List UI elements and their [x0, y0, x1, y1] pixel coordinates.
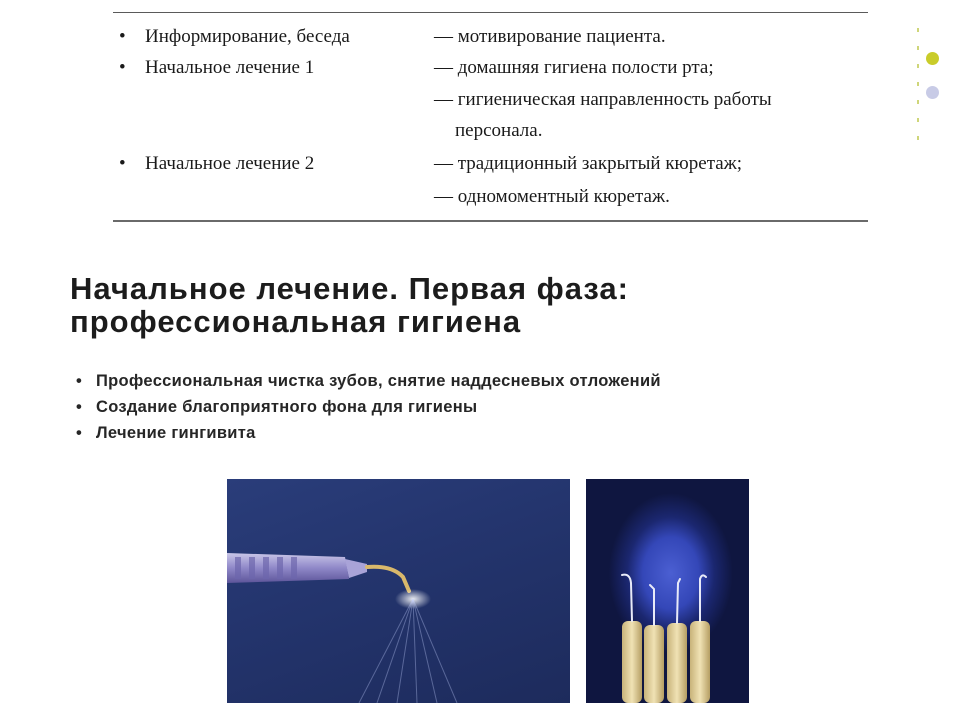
row-bullet: • — [119, 57, 126, 78]
table-row — [113, 120, 868, 148]
list-bullet: • — [76, 398, 83, 416]
row-desc: — одномоментный кюретаж. — [434, 186, 670, 207]
decor-dot-lavender — [926, 86, 939, 99]
table-top-rule — [113, 12, 868, 13]
scaler-tips-illustration — [586, 479, 749, 703]
table-row — [113, 153, 868, 181]
table-row — [113, 186, 868, 214]
row-desc: — мотивирование пациента. — [434, 26, 666, 47]
treatment-table — [113, 12, 868, 222]
row-desc: персонала. — [455, 120, 543, 141]
list-item-text: Профессиональная чистка зубов, снятие наддесневых отложений — [96, 372, 661, 390]
table-row — [113, 57, 868, 85]
row-desc: — гигиеническая направленность работы — [434, 89, 772, 110]
row-bullet: • — [119, 153, 126, 174]
scaler-photo — [227, 479, 570, 703]
list-bullet: • — [76, 372, 83, 390]
table-row — [113, 89, 868, 117]
row-desc: — традиционный закрытый кюретаж; — [434, 153, 743, 174]
list-item — [76, 372, 896, 398]
row-bullet: • — [119, 26, 126, 47]
page-title — [70, 272, 890, 338]
scaler-tips-photo — [586, 479, 749, 703]
list-item — [76, 424, 896, 450]
decor-dotted-line — [917, 28, 919, 150]
row-term: Информирование, беседа — [145, 26, 350, 47]
row-term: Начальное лечение 2 — [145, 153, 315, 174]
list-item — [76, 398, 896, 424]
row-term: Начальное лечение 1 — [145, 57, 315, 78]
page-title-line1: Начальное лечение. Первая фаза: — [70, 271, 629, 306]
row-desc: — домашняя гигиена полости рта; — [434, 57, 714, 78]
bullet-list — [76, 372, 896, 450]
decor-dot-yellow — [926, 52, 939, 65]
list-item-text: Лечение гингивита — [96, 424, 256, 442]
list-bullet: • — [76, 424, 83, 442]
page-title-line2: профессиональная гигиена — [70, 304, 522, 339]
scaler-illustration — [227, 479, 570, 703]
table-bottom-rule — [113, 220, 868, 222]
list-item-text: Создание благоприятного фона для гигиены — [96, 398, 478, 416]
table-row — [113, 26, 868, 54]
